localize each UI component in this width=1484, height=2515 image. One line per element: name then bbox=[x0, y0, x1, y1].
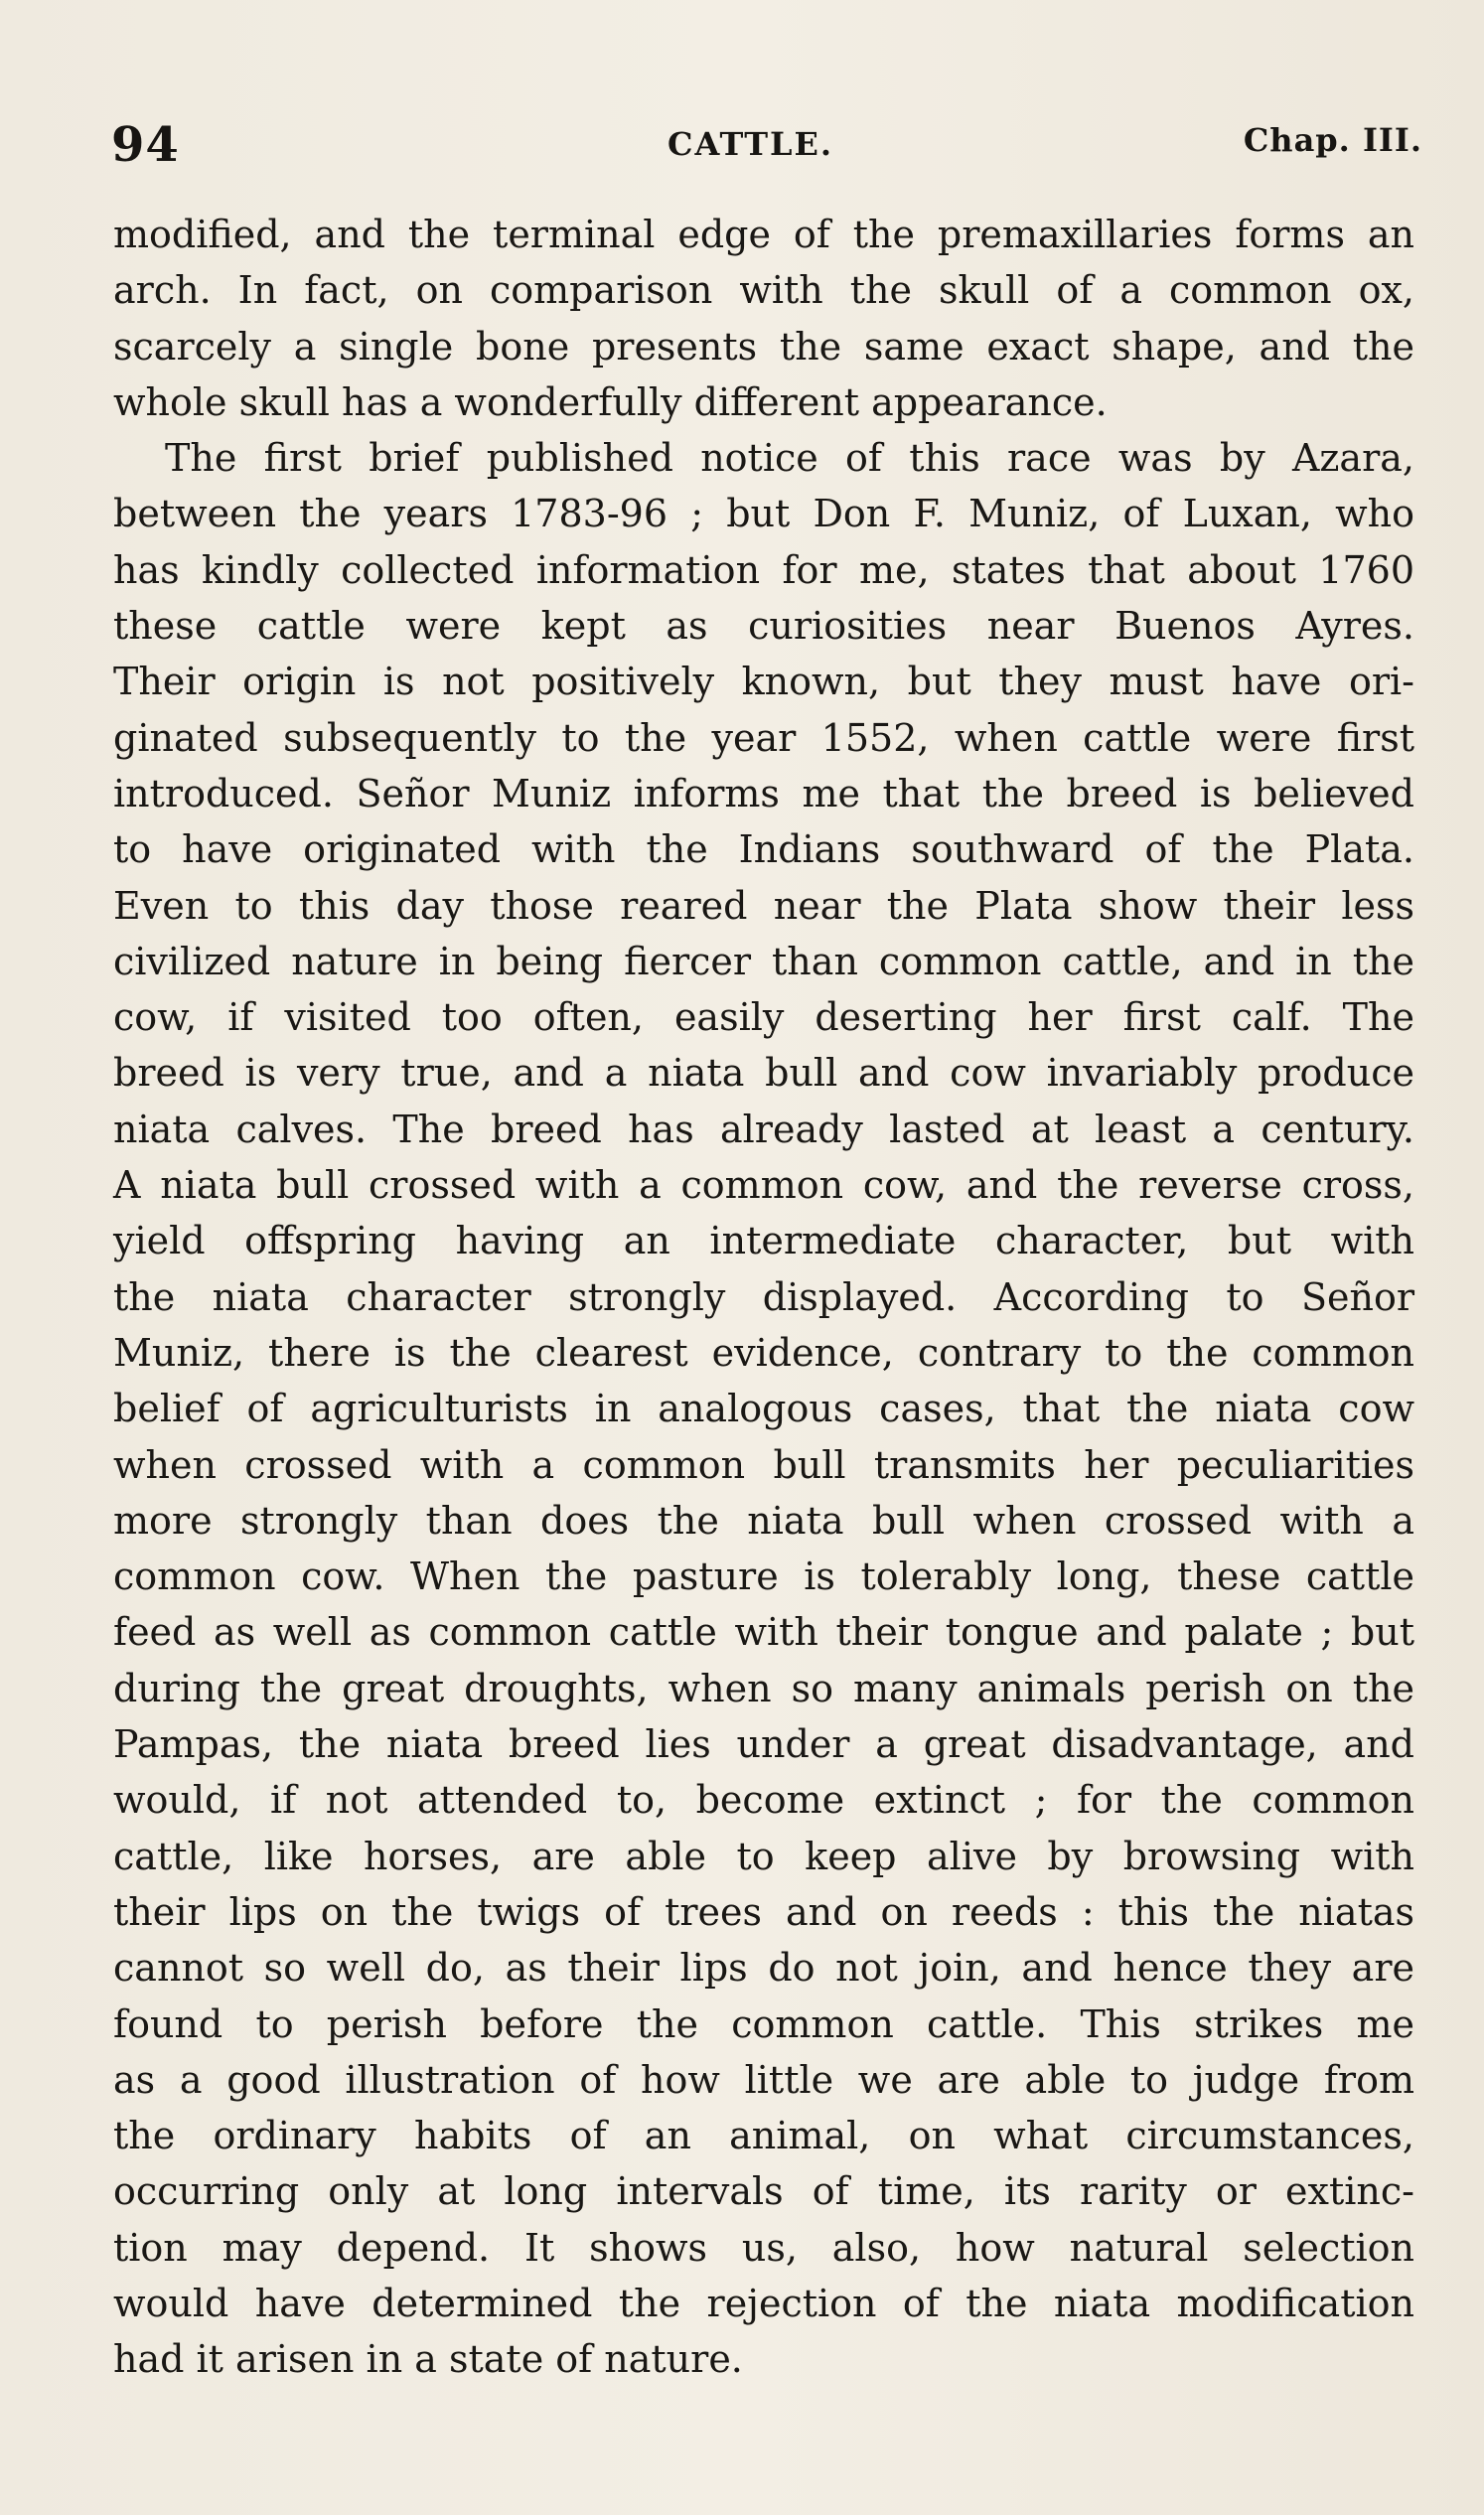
text-line: modified, and the terminal edge of the premaxillaries forms an bbox=[113, 213, 1414, 256]
text-line: niata calves. The breed has already lasted at least a century. bbox=[113, 1107, 1414, 1151]
text-line: found to perish before the common cattle. This strikes me bbox=[113, 2001, 1414, 2046]
text-line: breed is very true, and a niata bull and cow invariably produce bbox=[113, 1051, 1414, 1096]
text-line: more strongly than does the niata bull when crossed with a bbox=[113, 1498, 1414, 1543]
text-line: Their origin is not positively known, but they must have ori- bbox=[113, 660, 1414, 704]
text-line: these cattle were kept as curiosities near Buenos Ayres. bbox=[113, 604, 1414, 649]
text-line: yield offspring having an intermediate character, but with bbox=[113, 1219, 1414, 1263]
text-line: Even to this day those reared near the Plata show their less bbox=[113, 883, 1414, 928]
page-number: 94 bbox=[111, 117, 180, 173]
text-line: civilized nature in being fiercer than common cattle, and in the bbox=[113, 939, 1414, 983]
text-line: scarcely a single bone presents the same exact shape, and the bbox=[113, 324, 1414, 369]
text-line: A niata bull crossed with a common cow, and the reverse cross, bbox=[113, 1163, 1414, 1208]
text-line: introduced. Señor Muniz informs me that the breed is believed bbox=[113, 771, 1414, 815]
text-line: belief of agriculturists in analogous cases, that the niata cow bbox=[113, 1387, 1414, 1431]
text-line: between the years 1783-96 ; but Don F. Muniz, of Luxan, who bbox=[113, 492, 1414, 536]
text-line: the niata character strongly displayed. According to Señor bbox=[113, 1274, 1414, 1319]
text-line: to have originated with the Indians southward of the Plata. bbox=[113, 827, 1414, 872]
text-line: would have determined the rejection of the niata modification bbox=[113, 2281, 1414, 2325]
text-line: tion may depend. It shows us, also, how natural selection bbox=[113, 2225, 1414, 2270]
text-line: cattle, like horses, are able to keep alive by browsing with bbox=[113, 1834, 1414, 1878]
text-line: has kindly collected information for me, states that about 1760 bbox=[113, 547, 1414, 592]
text-line: when crossed with a common bull transmits her peculiarities bbox=[113, 1442, 1414, 1487]
text-line: The first brief published notice of this race was by Azara, bbox=[165, 436, 1414, 481]
text-line: as a good illustration of how little we are able to judge from bbox=[113, 2057, 1414, 2102]
text-line: cannot so well do, as their lips do not join, and hence they are bbox=[113, 1946, 1414, 1991]
text-line: Muniz, there is the clearest evidence, contrary to the common bbox=[113, 1330, 1414, 1375]
text-line: occurring only at long intervals of time, its rarity or extinc- bbox=[113, 2169, 1414, 2214]
text-line: the ordinary habits of an animal, on what circumstances, bbox=[113, 2114, 1414, 2158]
text-line: had it arisen in a state of nature. bbox=[113, 2337, 743, 2382]
text-line: ginated subsequently to the year 1552, when cattle were first bbox=[113, 715, 1414, 760]
text-line: arch. In fact, on comparison with the skull of a common ox, bbox=[113, 268, 1414, 313]
text-line: whole skull has a wonderfully different appearance. bbox=[113, 379, 1108, 424]
text-line: would, if not attended to, become extinct ; for the common bbox=[113, 1778, 1414, 1823]
body-text bbox=[113, 207, 1414, 2388]
text-line: common cow. When the pasture is tolerably long, these cattle bbox=[113, 1554, 1414, 1599]
text-line: Pampas, the niata breed lies under a great disadvantage, and bbox=[113, 1722, 1414, 1767]
text-line: their lips on the twigs of trees and on reeds : this the niatas bbox=[113, 1889, 1414, 1934]
text-line: feed as well as common cattle with their tongue and palate ; but bbox=[113, 1610, 1414, 1655]
running-title: CATTLE. bbox=[668, 125, 834, 163]
text-line: cow, if visited too often, easily deserting her first calf. The bbox=[113, 995, 1414, 1040]
chapter-reference: Chap. III. bbox=[1243, 121, 1422, 159]
page-header bbox=[111, 117, 1422, 177]
text-line: during the great droughts, when so many animals perish on the bbox=[113, 1666, 1414, 1710]
